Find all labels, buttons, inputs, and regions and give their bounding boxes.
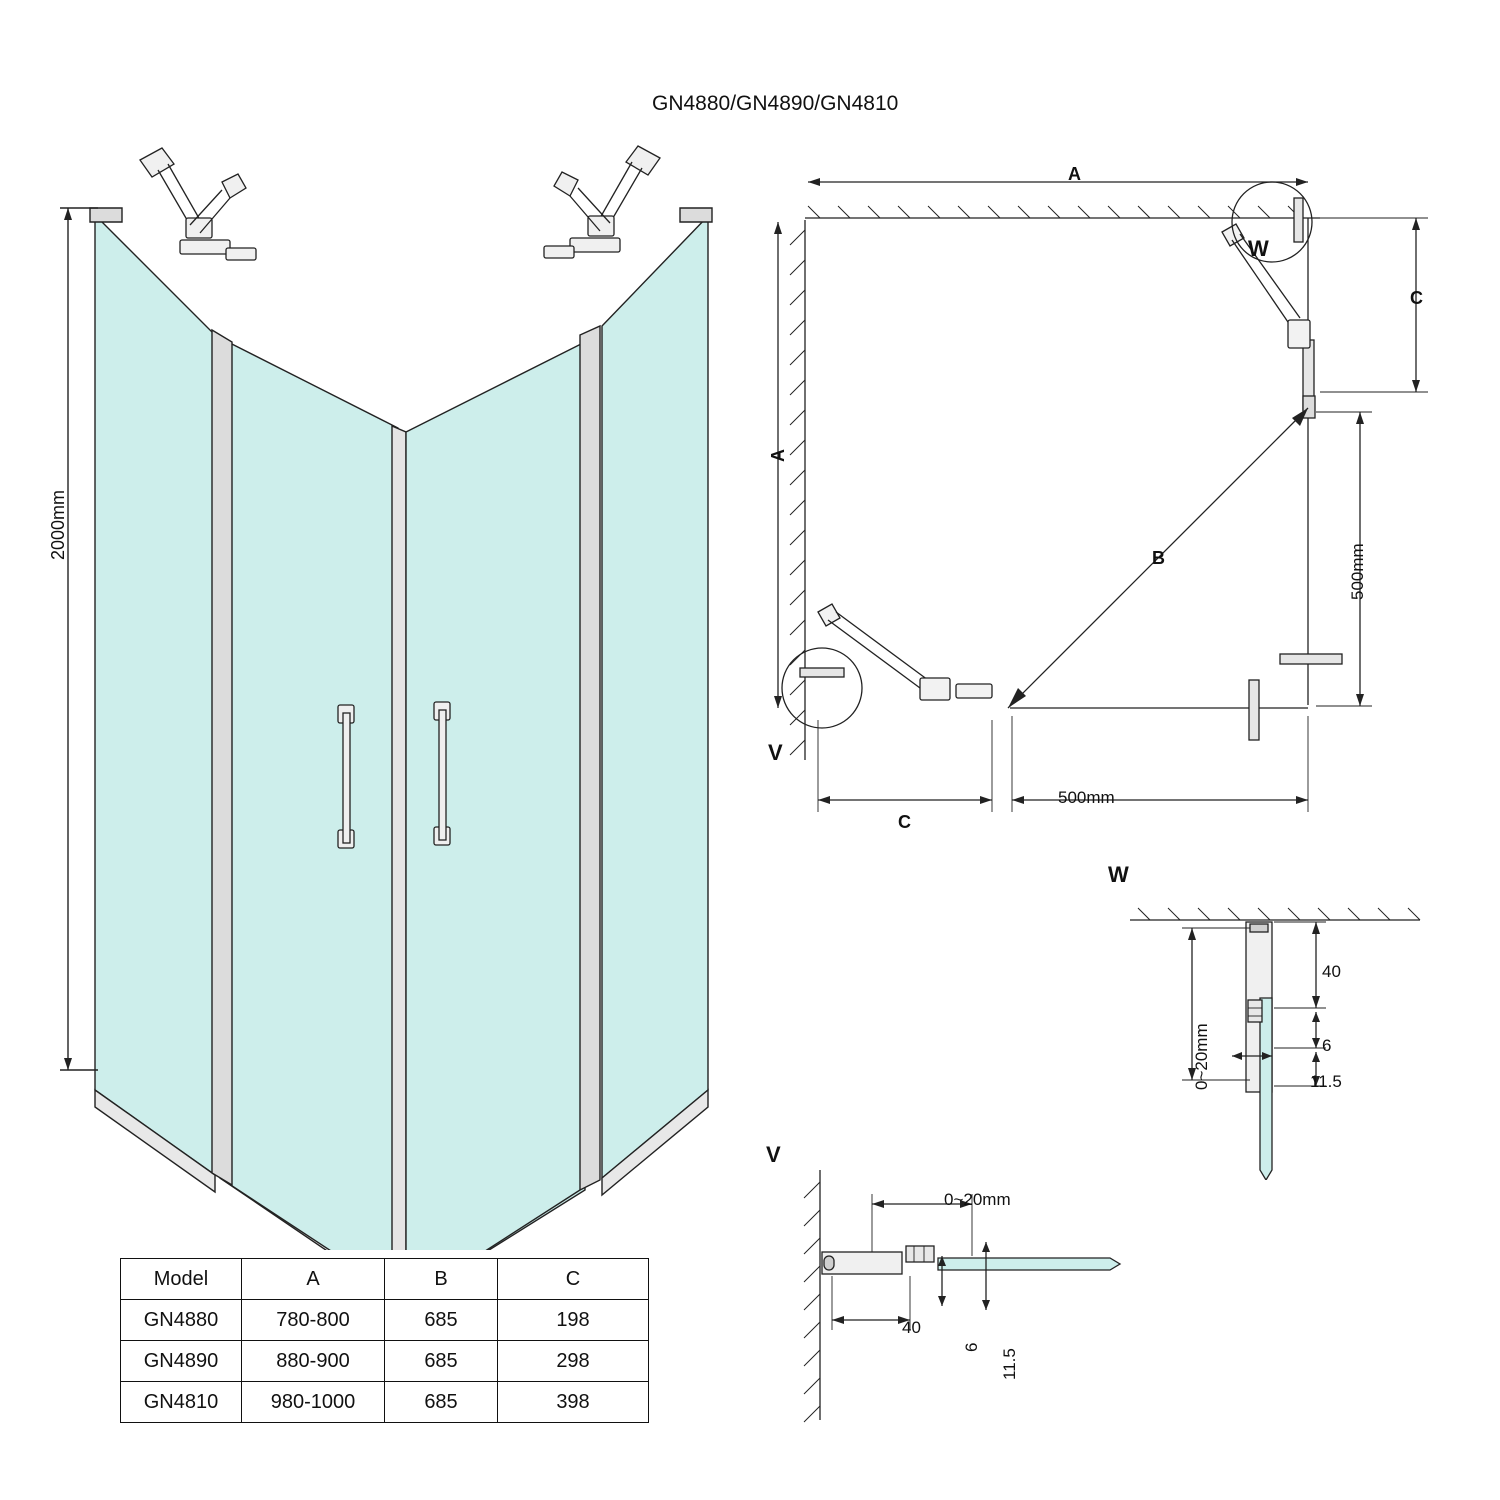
detail-v-dim-40: 40: [902, 1318, 921, 1337]
table-header-c: C: [498, 1259, 649, 1300]
table-cell-c: 198: [498, 1300, 649, 1341]
table-cell-c: 398: [498, 1382, 649, 1423]
detail-w-label: W: [1108, 862, 1129, 887]
plan-dim-a-left: A: [768, 449, 788, 462]
specification-table: [120, 1258, 649, 1423]
detail-v-dim-6: 6: [962, 1342, 981, 1352]
table-cell-b: 685: [385, 1341, 498, 1382]
front-height-dimension: 2000mm: [48, 489, 68, 560]
table-cell-model: GN4880: [121, 1300, 242, 1341]
drawing-title: GN4880/GN4890/GN4810: [652, 92, 899, 115]
table-row: [121, 1300, 649, 1341]
plan-dim-500-vertical: 500mm: [1348, 543, 1367, 600]
table-cell-a: 780-800: [242, 1300, 385, 1341]
plan-detail-v-marker: V: [768, 740, 783, 765]
detail-v-label: V: [766, 1142, 781, 1167]
plan-dim-b: B: [1152, 548, 1165, 568]
table-header-row: [121, 1259, 649, 1300]
table-header-a: A: [242, 1259, 385, 1300]
table-row: [121, 1341, 649, 1382]
plan-dim-c-right: C: [1410, 288, 1423, 308]
detail-w-view: [1120, 880, 1480, 1180]
detail-v-dim-gap: 0~20mm: [944, 1190, 1011, 1209]
table-row: [121, 1382, 649, 1423]
detail-w-dim-40: 40: [1322, 962, 1341, 981]
plan-dim-500-horizontal: 500mm: [1058, 788, 1115, 807]
table-cell-a: 880-900: [242, 1341, 385, 1382]
table-cell-a: 980-1000: [242, 1382, 385, 1423]
plan-detail-w-marker: W: [1248, 236, 1269, 261]
table-cell-b: 685: [385, 1300, 498, 1341]
plan-dim-c-bottom: C: [898, 812, 911, 832]
table-cell-b: 685: [385, 1382, 498, 1423]
plan-dim-a-top: A: [1068, 164, 1081, 184]
table-header-model: Model: [121, 1259, 242, 1300]
detail-w-dim-gap: 0~20mm: [1192, 1023, 1211, 1090]
detail-v-dim-11-5: 11.5: [1000, 1348, 1019, 1380]
detail-w-dim-11-5: 11.5: [1310, 1072, 1342, 1091]
front-3d-view: [40, 130, 760, 1250]
table-cell-model: GN4890: [121, 1341, 242, 1382]
top-plan-view: [760, 160, 1480, 860]
table-cell-c: 298: [498, 1341, 649, 1382]
table-cell-model: GN4810: [121, 1382, 242, 1423]
table-header-b: B: [385, 1259, 498, 1300]
detail-w-dim-6: 6: [1322, 1036, 1332, 1055]
